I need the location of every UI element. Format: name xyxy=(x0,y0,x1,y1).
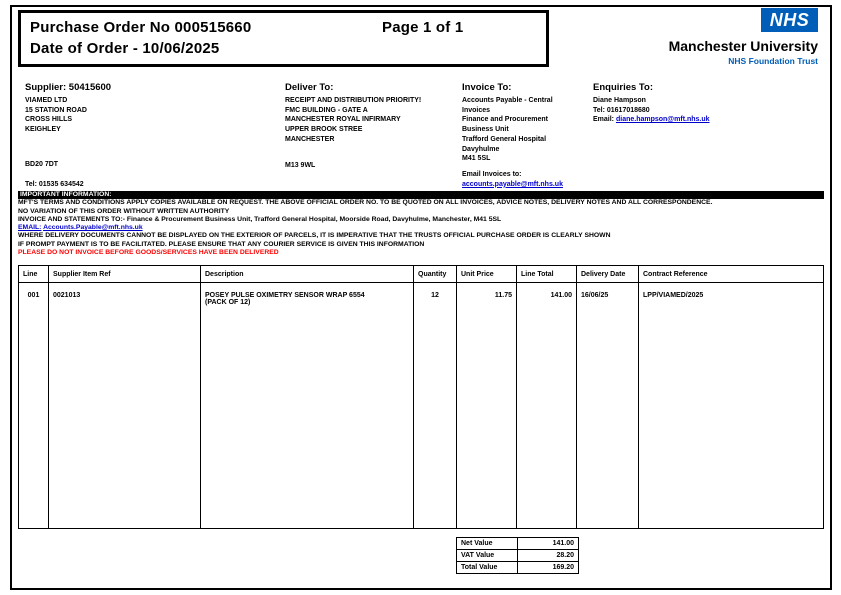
supplier-postcode: BD20 7DT xyxy=(25,160,59,168)
vat-value-label: VAT Value xyxy=(457,550,518,562)
col-header-quantity: Quantity xyxy=(414,266,457,283)
nhs-logo: NHS xyxy=(761,8,818,32)
col-header-line-total: Line Total xyxy=(517,266,577,283)
invoice-email-link[interactable]: accounts.payable@mft.nhs.uk xyxy=(462,180,563,188)
enquiries-contact-name: Diane Hampson xyxy=(593,97,646,104)
total-value-row xyxy=(457,562,579,574)
terms-line: NO VARIATION OF THIS ORDER WITHOUT WRITTEN AUTHORITY xyxy=(18,207,230,215)
supplier-label: Supplier: 50415600 xyxy=(25,82,112,93)
col-header-contract-reference: Contract Reference xyxy=(639,266,824,283)
vat-value-row xyxy=(457,550,579,562)
terms-line: WHERE DELIVERY DOCUMENTS CANNOT BE DISPLAYED ON THE EXTERIOR OF PARCELS, IT IS IMPERATIVE THAT THE TRUSTS OFFICIAL PURCHASE ORDER IS CLEARLY SHOWN xyxy=(18,232,611,240)
address-line: CROSS HILLS xyxy=(25,116,73,124)
terms-email-line xyxy=(18,224,824,232)
cell-delivery-date: 16/06/25 xyxy=(577,283,639,529)
total-value: 169.20 xyxy=(518,562,579,574)
terms-email-label: EMAIL: xyxy=(18,224,42,232)
terms-line: IF PROMPT PAYMENT IS TO BE FACILITATED. PLEASE ENSURE THAT ANY COURIER SERVICE IS GIVEN THIS INFORMATION xyxy=(18,240,425,248)
address-line: Business Unit xyxy=(462,126,509,134)
trust-name: Manchester University xyxy=(668,38,818,54)
invoice-to-label: Invoice To: xyxy=(462,82,512,93)
col-header-line: Line xyxy=(19,266,49,283)
col-header-supplier-item-ref: Supplier Item Ref xyxy=(49,266,201,283)
invoice-to-block xyxy=(462,82,587,189)
important-information-title: IMPORTANT INFORMATION: xyxy=(18,191,824,199)
items-table xyxy=(18,265,824,529)
address-line: Invoices xyxy=(462,106,491,114)
trust-subtitle: NHS Foundation Trust xyxy=(728,56,818,66)
address-line: RECEIPT AND DISTRIBUTION PRIORITY! xyxy=(285,97,422,104)
address-line: KEIGHLEY xyxy=(25,126,61,134)
vat-value: 28.20 xyxy=(518,550,579,562)
cell-line-number: 001 xyxy=(19,283,49,529)
invoice-email-label: Email Invoices to: xyxy=(462,170,522,178)
terms-line: MFT'S TERMS AND CONDITIONS APPLY COPIES AVAILABLE ON REQUEST. THE ABOVE OFFICIAL ORDER NO. TO BE QUOTED ON ALL INVOICES, ADVICE NOTES, DELIVERY NOTES AND ALL CORRESPONDENCE. xyxy=(18,199,713,207)
address-line: FMC BUILDING - GATE A xyxy=(285,106,368,114)
address-line: MANCHESTER xyxy=(285,135,335,143)
col-header-description: Description xyxy=(201,266,414,283)
enquiries-email-link[interactable]: diane.hampson@mft.nhs.uk xyxy=(615,116,710,124)
enquiries-email-line xyxy=(593,115,773,125)
enquiries-email-label: Email: xyxy=(593,116,615,124)
col-header-unit-price: Unit Price xyxy=(457,266,517,283)
address-line: Trafford General Hospital xyxy=(462,135,547,143)
total-value-label: Total Value xyxy=(457,562,518,574)
address-line: 15 STATION ROAD xyxy=(25,106,87,114)
cell-description xyxy=(201,283,414,529)
cell-supplier-item-ref: 0021013 xyxy=(49,283,201,529)
supplier-telephone: Tel: 01535 634542 xyxy=(25,180,84,188)
terms-email-link[interactable]: Accounts.Payable@mft.nhs.uk xyxy=(43,224,143,232)
address-line: MANCHESTER ROYAL INFIRMARY xyxy=(285,116,401,124)
date-of-order: Date of Order - 10/06/2025 xyxy=(30,40,220,57)
terms-line: INVOICE AND STATEMENTS TO:- Finance & Procurement Business Unit, Trafford General Hospital, Moorside Road, Davyhulme, Manchester, M41 5SL xyxy=(18,215,502,223)
deliver-to-label: Deliver To: xyxy=(285,82,334,93)
deliver-to-postcode: M13 9WL xyxy=(285,161,316,169)
table-row xyxy=(19,283,824,529)
address-line: Davyhulme xyxy=(462,145,500,153)
cell-quantity: 12 xyxy=(414,283,457,529)
cell-unit-price: 11.75 xyxy=(457,283,517,529)
page-info: Page 1 of 1 xyxy=(382,19,464,36)
deliver-to-block xyxy=(285,82,455,170)
cell-contract-reference: LPP/VIAMED/2025 xyxy=(639,283,824,529)
net-value-row xyxy=(457,538,579,550)
address-line: Accounts Payable - Central xyxy=(462,97,553,104)
po-number: Purchase Order No 000515660 xyxy=(30,19,252,36)
cell-line-total: 141.00 xyxy=(517,283,577,529)
enquiries-label: Enquiries To: xyxy=(593,82,653,93)
important-information-section xyxy=(18,191,824,257)
po-header-box xyxy=(18,10,549,67)
do-not-invoice-warning: PLEASE DO NOT INVOICE BEFORE GOODS/SERVICES HAVE BEEN DELIVERED xyxy=(18,249,279,257)
description-line: POSEY PULSE OXIMETRY SENSOR WRAP 6554 xyxy=(205,292,365,299)
net-value-label: Net Value xyxy=(457,538,518,550)
address-line: Finance and Procurement xyxy=(462,116,548,124)
address-line: VIAMED LTD xyxy=(25,97,68,104)
supplier-block xyxy=(25,82,215,189)
po-header-line1 xyxy=(30,17,537,38)
net-value: 141.00 xyxy=(518,538,579,550)
enquiries-block xyxy=(593,82,773,125)
address-line: UPPER BROOK STREE xyxy=(285,126,363,134)
items-table-header-row xyxy=(19,266,824,283)
description-line: (PACK OF 12) xyxy=(205,299,251,306)
totals-table xyxy=(456,537,579,574)
address-line: M41 5SL xyxy=(462,155,491,163)
enquiries-telephone: Tel: 01617018680 xyxy=(593,106,650,114)
col-header-delivery-date: Delivery Date xyxy=(577,266,639,283)
